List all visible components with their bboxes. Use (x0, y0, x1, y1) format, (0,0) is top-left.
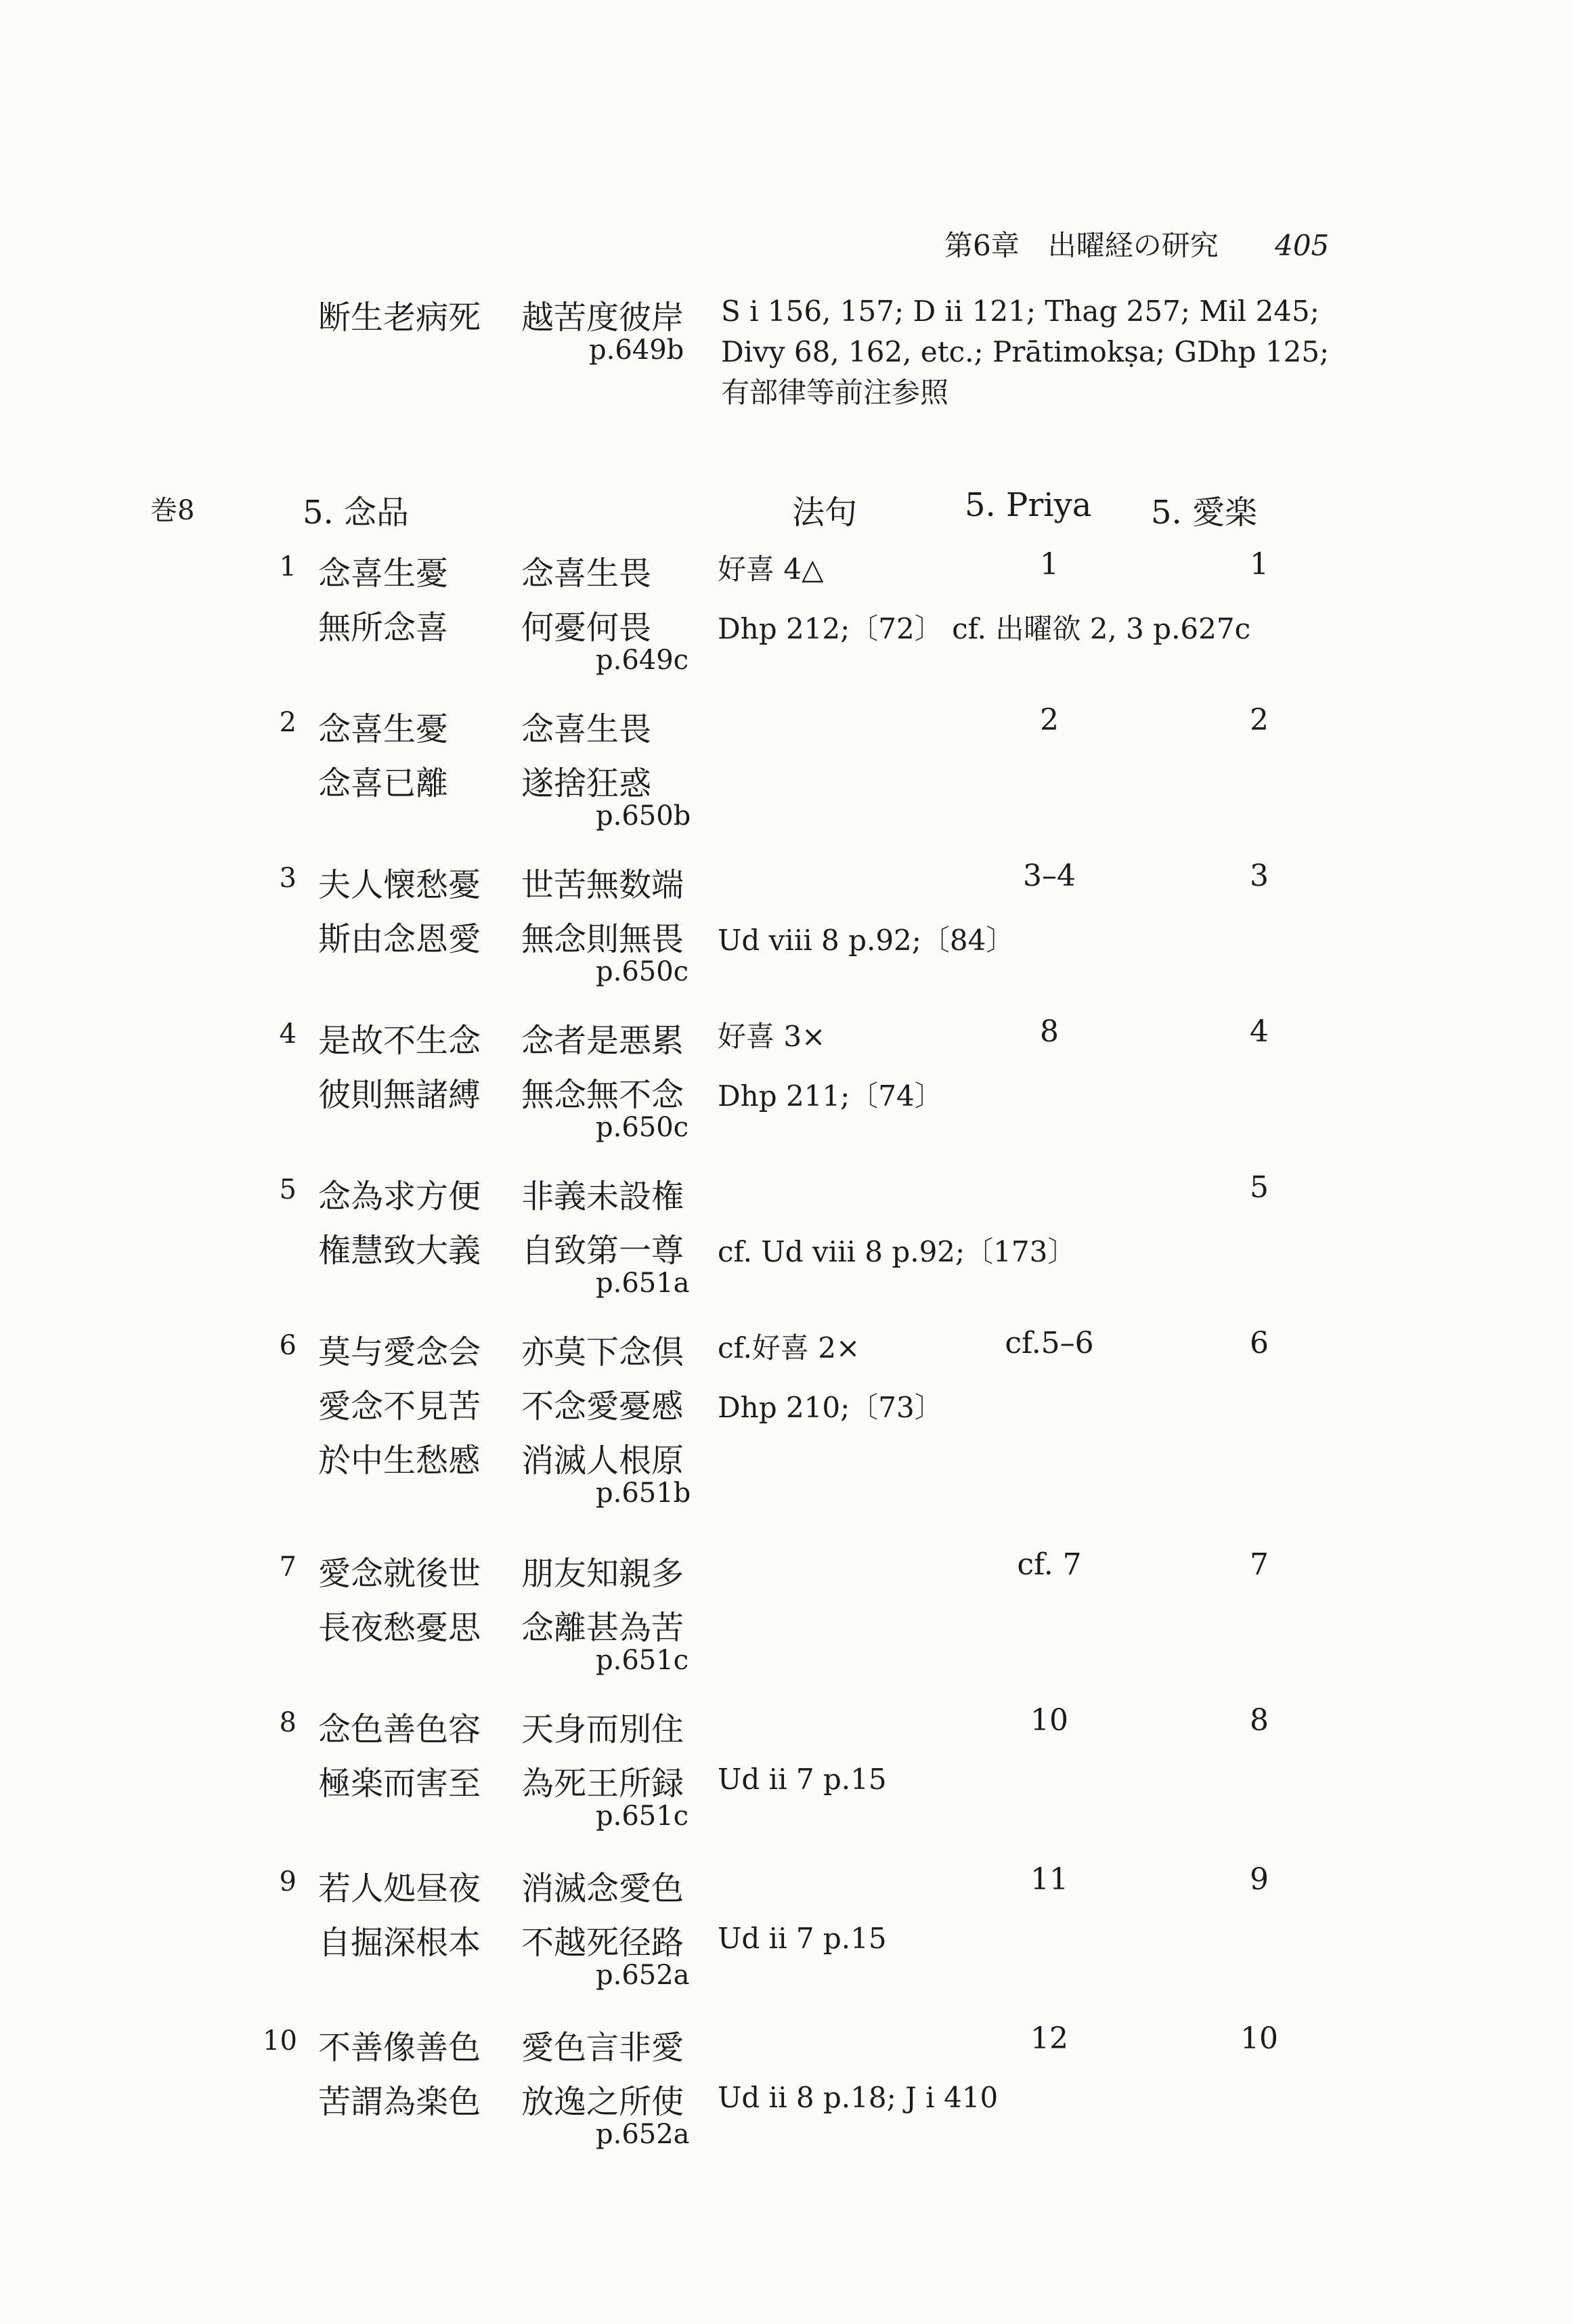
verse-number: 8 (279, 1707, 297, 1738)
airaku-number: 10 (1240, 2021, 1278, 2056)
source-parallel: Dhp 212;〔72〕 cf. 出曜欲 2, 3 p.627c (718, 612, 1251, 645)
parallel-line: 有部律等前注参照 (721, 376, 949, 409)
chapter-title: 第6章 出曜経の研究 (944, 229, 1219, 262)
verse-line-b: 放逸之所使 (521, 2083, 684, 2121)
parallel-line: Divy 68, 162, etc.; Prātimokṣa; GDhp 125; (721, 335, 1330, 368)
verse-line-b: 念喜生畏 (521, 710, 652, 748)
verse-line-b: 愛色言非愛 (521, 2029, 684, 2067)
verse-line-b: 天身而別住 (521, 1710, 684, 1748)
verse-line-b: 非義未設権 (521, 1178, 684, 1215)
verse-line-a: 念喜已離 (318, 765, 449, 802)
running-header (944, 223, 1329, 264)
verse-line-b: 消滅念愛色 (521, 1870, 684, 1908)
priya-number: cf. 7 (1017, 1547, 1082, 1582)
taisho-ref: p.651c (596, 1645, 689, 1676)
verse-number: 4 (279, 1018, 297, 1050)
verse-number: 10 (263, 2025, 297, 2057)
dhp-parallel: cf.好喜 2× (718, 1331, 860, 1364)
taisho-ref: p.651a (596, 1268, 690, 1299)
airaku-number: 8 (1250, 1703, 1269, 1738)
source-parallel: Ud ii 7 p.15 (718, 1922, 887, 1955)
verse-line-a: 極楽而害至 (318, 1765, 481, 1803)
priya-number: cf.5–6 (1005, 1326, 1094, 1360)
airaku-number: 9 (1250, 1862, 1269, 1897)
verse-line-a: 苦謂為楽色 (318, 2083, 481, 2121)
airaku-number: 5 (1250, 1170, 1269, 1205)
airaku-number: 4 (1250, 1014, 1269, 1049)
verse-line-b: 越苦度彼岸 (521, 299, 684, 337)
verse-line-b: 不越死径路 (521, 1924, 684, 1962)
verse-number: 7 (279, 1551, 297, 1583)
verse-line-b: 消滅人根原 (521, 1442, 684, 1480)
verse-line-b: 無念則無畏 (521, 920, 684, 958)
verse-line-b: 念喜生畏 (521, 555, 652, 593)
verse-number: 9 (279, 1866, 297, 1897)
verse-line-b: 不念愛憂慼 (521, 1387, 684, 1425)
column-heading-dhp: 法句 (792, 494, 858, 532)
intro-entry (0, 291, 1572, 427)
taisho-ref: p.650c (596, 956, 689, 987)
airaku-number: 7 (1250, 1547, 1269, 1582)
verse-line-a: 無所念喜 (318, 609, 449, 647)
source-parallel: Ud ii 8 p.18; J i 410 (718, 2081, 999, 2114)
priya-number: 11 (1030, 1862, 1068, 1897)
taisho-ref: p.650c (596, 1112, 689, 1143)
verse-line-b: 自致第一尊 (521, 1232, 684, 1270)
airaku-number: 2 (1250, 703, 1269, 737)
verse-line-a: 念喜生憂 (318, 555, 449, 593)
taisho-ref: p.649b (589, 335, 684, 366)
taisho-ref: p.651c (596, 1801, 689, 1832)
verse-number: 3 (279, 863, 297, 894)
verse-line-a: 愛念不見苦 (318, 1387, 481, 1425)
source-parallel: cf. Ud viii 8 p.92;〔173〕 (718, 1235, 1076, 1268)
verse-line-b: 亦莫下念倶 (521, 1333, 684, 1371)
verse-number: 2 (279, 707, 297, 738)
source-parallel: Ud ii 7 p.15 (718, 1763, 887, 1796)
priya-number: 3–4 (1023, 859, 1076, 893)
verse-line-b: 世苦無数端 (521, 866, 684, 904)
parallel-refs (721, 291, 1329, 413)
taisho-ref: p.652a (596, 2119, 690, 2150)
page-number: 405 (1275, 229, 1330, 262)
verse-line-b: 遂捨狂惑 (521, 765, 652, 802)
verse-number: 5 (279, 1174, 297, 1205)
dhp-parallel: 好喜 4△ (718, 553, 824, 586)
priya-number: 8 (1040, 1014, 1059, 1049)
verse-line-b: 無念無不念 (521, 1076, 684, 1114)
verse-line-a: 是故不生念 (318, 1022, 481, 1060)
source-parallel: Dhp 210;〔73〕 (718, 1391, 943, 1424)
verse-line-a: 於中生愁慼 (318, 1442, 481, 1480)
verse-line-a: 権慧致大義 (318, 1232, 481, 1270)
verse-line-a: 若人処昼夜 (318, 1870, 481, 1908)
airaku-number: 6 (1250, 1326, 1269, 1360)
verse-line-a: 断生老病死 (318, 299, 481, 337)
verse-number: 1 (279, 551, 297, 582)
parallel-line: S i 156, 157; D ii 121; Thag 257; Mil 245; (721, 295, 1319, 328)
column-heading-airaku: 5. 愛楽 (1151, 494, 1258, 532)
priya-number: 1 (1040, 547, 1059, 582)
airaku-number: 1 (1250, 547, 1269, 582)
verse-line-a: 念為求方便 (318, 1178, 481, 1215)
verse-line-a: 斯由念恩愛 (318, 920, 481, 958)
verse-line-b: 為死王所録 (521, 1765, 684, 1803)
verse-line-a: 莫与愛念会 (318, 1333, 481, 1371)
taisho-ref: p.649c (596, 645, 689, 676)
taisho-ref: p.651b (596, 1478, 691, 1509)
priya-number: 10 (1030, 1703, 1068, 1738)
verse-line-a: 念色善色容 (318, 1710, 481, 1748)
verse-line-a: 不善像善色 (318, 2029, 481, 2067)
verse-number: 6 (279, 1330, 297, 1361)
verse-line-b: 念者是悪累 (521, 1022, 684, 1060)
verse-line-a: 長夜愁憂思 (318, 1609, 481, 1647)
volume-label: 巻8 (150, 495, 195, 526)
verse-line-a: 念喜生憂 (318, 710, 449, 748)
verse-line-b: 念離甚為苦 (521, 1609, 684, 1647)
verse-line-b: 何憂何畏 (521, 609, 652, 647)
taisho-ref: p.650b (596, 800, 691, 832)
verse-line-a: 自掘深根本 (318, 1924, 481, 1962)
priya-number: 2 (1040, 703, 1059, 737)
source-parallel: Ud viii 8 p.92;〔84〕 (718, 924, 1015, 957)
verse-line-b: 朋友知親多 (521, 1555, 684, 1593)
dhp-parallel: 好喜 3× (718, 1020, 826, 1053)
section-title: 5. 念品 (303, 494, 410, 532)
verse-line-a: 彼則無諸縛 (318, 1076, 481, 1114)
column-heading-priya: 5. Priya (965, 486, 1092, 524)
verse-line-a: 愛念就後世 (318, 1555, 481, 1593)
airaku-number: 3 (1250, 859, 1269, 893)
priya-number: 12 (1030, 2021, 1068, 2056)
verse-line-a: 夫人懐愁憂 (318, 866, 481, 904)
taisho-ref: p.652a (596, 1960, 690, 1991)
source-parallel: Dhp 211;〔74〕 (718, 1079, 943, 1113)
